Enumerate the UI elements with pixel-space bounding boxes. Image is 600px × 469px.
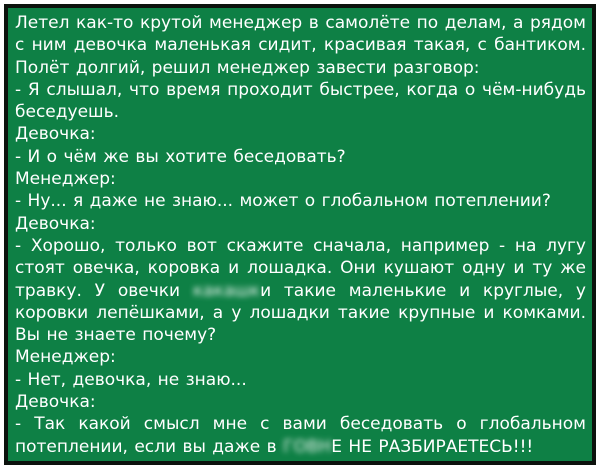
joke-speaker-manager <box>15 168 586 190</box>
joke-speaker-girl <box>15 391 586 413</box>
joke-text: Летел как-то крутой менеджер в самолёте по делам, а рядом с ним девочка маленькая сидит, красивая такая, с бантиком. Полёт долгий, решил менеджер завести разговор: <box>15 13 586 78</box>
joke-paragraph-manager-line <box>15 79 586 124</box>
joke-text: Девочка: <box>15 124 96 145</box>
joke-text: Девочка: <box>15 213 96 234</box>
censored-word: какашк <box>192 280 261 301</box>
joke-text: - Я слышал, что время проходит быстрее, когда о чём-нибудь беседуешь. <box>15 79 586 123</box>
joke-paragraph-girl-line <box>15 146 586 168</box>
joke-speaker-manager <box>15 346 586 368</box>
joke-text: Менеджер: <box>15 169 116 190</box>
joke-text: и такие маленькие и круглые, у коровки лепёшками, а у лошадки такие крупные и комками. Вы не знаете почему? <box>15 280 586 346</box>
joke-text: - И о чём же вы хотите беседовать? <box>15 146 346 167</box>
joke-text: - Ну... я даже не знаю... может о глобальном потеплении? <box>15 191 551 212</box>
joke-text: - Хорошо, только вот скажите сначала, например - на лугу стоят овечка, коровка и лошадка. Они кушают одну и ту же травку. У овечки <box>15 235 586 301</box>
joke-paragraph-girl-question <box>15 235 586 346</box>
joke-paragraph-manager-line <box>15 190 586 212</box>
joke-text: Менеджер: <box>15 347 116 368</box>
joke-text: Е НЕ РАЗБИРАЕТЕСЬ!!! <box>331 436 534 457</box>
joke-speaker-girl <box>15 123 586 145</box>
joke-text: - Нет, девочка, не знаю... <box>15 369 247 390</box>
joke-speaker-girl <box>15 213 586 235</box>
joke-text: - Так какой смысл мне с вами беседовать о глобальном потеплении, если вы даже в <box>15 414 586 457</box>
joke-paragraph-punchline <box>15 413 586 458</box>
joke-paragraph-intro <box>15 12 586 79</box>
joke-paragraph-manager-line <box>15 369 586 391</box>
censored-word: ГОВН <box>283 436 332 457</box>
joke-text: Девочка: <box>15 392 96 413</box>
joke-card <box>4 4 596 465</box>
